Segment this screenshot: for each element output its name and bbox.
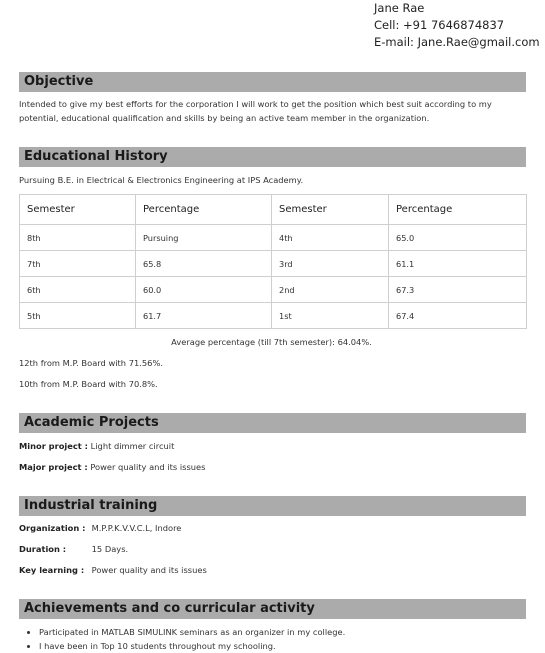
grades-cell: 2nd — [272, 277, 389, 303]
training-organization — [19, 523, 181, 533]
grades-cell: 65.0 — [389, 225, 527, 251]
minor-project — [19, 441, 174, 451]
grades-header-cell: Percentage — [136, 195, 272, 225]
grades-header-row — [20, 195, 527, 225]
training-duration — [19, 544, 128, 554]
training-key-learning — [19, 565, 207, 575]
table-row — [20, 303, 527, 329]
grades-cell: Pursuing — [136, 225, 272, 251]
table-row — [20, 277, 527, 303]
minor-project-value: Light dimmer circuit — [91, 441, 175, 451]
education-heading: Educational History — [19, 147, 526, 167]
grades-header-cell: Percentage — [389, 195, 527, 225]
grades-cell: 65.8 — [136, 251, 272, 277]
grades-cell: 7th — [20, 251, 136, 277]
key-learning-value: Power quality and its issues — [92, 565, 207, 575]
contact-email: E-mail: Jane.Rae@gmail.com — [374, 34, 540, 51]
grades-table — [19, 194, 527, 329]
objective-heading: Objective — [19, 72, 526, 92]
minor-project-label: Minor project : — [19, 441, 88, 451]
average-percentage: Average percentage (till 7th semester): 64.04%. — [19, 336, 524, 350]
contact-block — [374, 0, 540, 51]
grades-cell: 6th — [20, 277, 136, 303]
achievements-list — [19, 626, 345, 653]
duration-value: 15 Days. — [92, 544, 129, 554]
major-project-value: Power quality and its issues — [90, 462, 205, 472]
projects-heading: Academic Projects — [19, 413, 526, 433]
major-project-label: Major project : — [19, 462, 88, 472]
education-pursuing: Pursuing B.E. in Electrical & Electronics Engineering at IPS Academy. — [19, 174, 524, 188]
list-item: • I have been in Top 10 students throughout my schooling. — [39, 640, 345, 653]
grades-cell: 61.7 — [136, 303, 272, 329]
grades-cell: 61.1 — [389, 251, 527, 277]
organization-label: Organization : — [19, 523, 89, 533]
grades-header-cell: Semester — [272, 195, 389, 225]
organization-value: M.P.P.K.V.V.C.L, Indore — [92, 523, 182, 533]
key-learning-label: Key learning : — [19, 565, 89, 575]
twelfth-result: 12th from M.P. Board with 71.56%. — [19, 358, 163, 368]
list-item: • Participated in MATLAB SIMULINK seminars as an organizer in my college. — [39, 626, 345, 640]
objective-text: Intended to give my best efforts for the corporation I will work to get the position which best suit according to my potential, educational qualification and skills by being an active team member in the organization. — [19, 98, 524, 125]
grades-cell: 4th — [272, 225, 389, 251]
grades-cell: 8th — [20, 225, 136, 251]
table-row — [20, 225, 527, 251]
grades-cell: 1st — [272, 303, 389, 329]
grades-cell: 67.4 — [389, 303, 527, 329]
training-heading: Industrial training — [19, 496, 526, 516]
contact-name: Jane Rae — [374, 0, 540, 17]
grades-cell: 5th — [20, 303, 136, 329]
contact-cell: Cell: +91 7646874837 — [374, 17, 540, 34]
grades-cell: 67.3 — [389, 277, 527, 303]
grades-header-cell: Semester — [20, 195, 136, 225]
achievements-heading: Achievements and co curricular activity — [19, 599, 526, 619]
tenth-result: 10th from M.P. Board with 70.8%. — [19, 379, 158, 389]
grades-cell: 3rd — [272, 251, 389, 277]
grades-cell: 60.0 — [136, 277, 272, 303]
duration-label: Duration : — [19, 544, 89, 554]
major-project — [19, 462, 205, 472]
table-row — [20, 251, 527, 277]
